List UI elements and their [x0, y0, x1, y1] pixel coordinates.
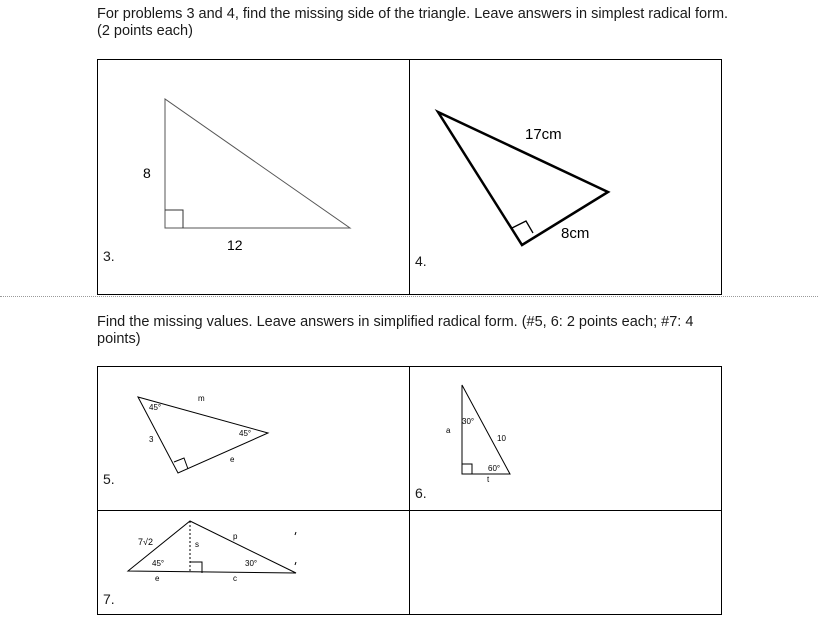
label-3: 3	[149, 435, 154, 444]
problem-3-triangle-figure	[140, 95, 370, 265]
label-c: c	[233, 574, 237, 583]
right-angle-mark	[174, 458, 188, 469]
label-45-right: 45°	[239, 429, 252, 438]
label-m: m	[198, 394, 205, 403]
instructions-5-7: Find the missing values. Leave answers in simplified radical form. (#5, 6: 2 points each; #7: 4 points)	[97, 314, 694, 347]
page-break	[0, 296, 818, 297]
problem-7-triangle-figure	[120, 515, 310, 590]
problem-4-number: 4.	[415, 253, 427, 269]
stray-mark	[295, 562, 296, 565]
right-angle-mark	[165, 210, 183, 228]
triangle-3	[165, 99, 350, 228]
label-17cm: 17cm	[525, 126, 562, 143]
label-t: t	[487, 475, 490, 484]
right-angle-mark	[462, 464, 472, 474]
label-8: 8	[143, 165, 151, 181]
label-p: p	[233, 532, 238, 541]
stray-mark	[295, 532, 296, 535]
problem-5-number: 5.	[103, 471, 115, 487]
problem-5-triangle-figure	[130, 385, 280, 480]
label-45-top: 45°	[149, 403, 162, 412]
instructions-3-4: For problems 3 and 4, find the missing side of the triangle. Leave answers in simplest radical form. (2 points each)	[97, 6, 729, 39]
problem-7-number: 7.	[103, 591, 115, 607]
label-12: 12	[227, 237, 243, 253]
problem-6-number: 6.	[415, 485, 427, 501]
label-e: e	[155, 574, 160, 583]
empty-cell	[409, 510, 722, 615]
label-a: a	[446, 426, 451, 435]
label-e: e	[230, 455, 235, 464]
label-10: 10	[497, 434, 506, 443]
right-angle-mark	[512, 221, 533, 233]
label-8cm: 8cm	[561, 225, 590, 242]
label-45: 45°	[152, 559, 165, 568]
label-7-root-2: 7√2	[138, 537, 153, 547]
label-30: 30°	[462, 417, 475, 426]
problem-6-triangle-figure	[440, 380, 530, 485]
label-30: 30°	[245, 559, 258, 568]
triangle-6	[462, 385, 510, 474]
label-60: 60°	[488, 464, 501, 473]
label-s: s	[195, 540, 199, 549]
problem-3-number: 3.	[103, 248, 115, 264]
problem-4-triangle-figure	[430, 100, 620, 255]
